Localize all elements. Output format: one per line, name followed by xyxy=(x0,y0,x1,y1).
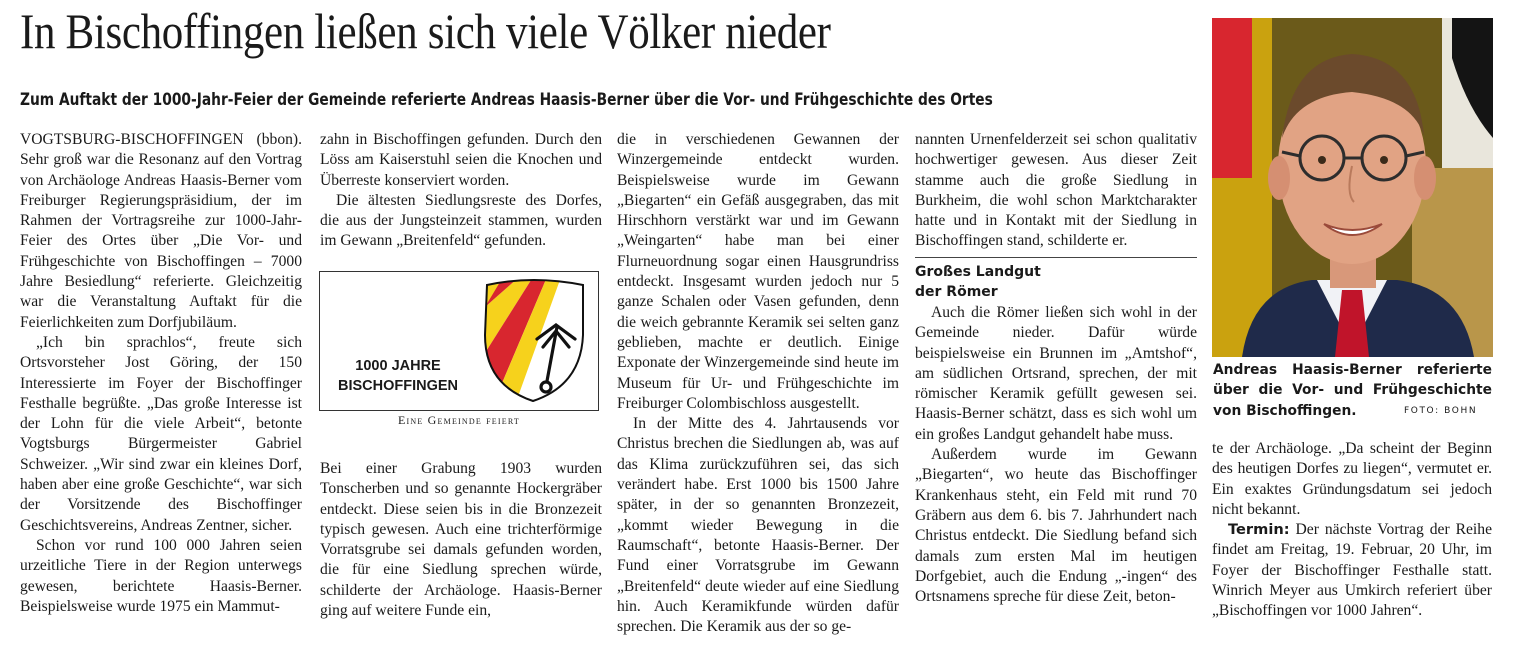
event-text: Der nächste Vortrag der Reihe findet am Freitag, 19. Februar, 20 Uhr, im Foyer der Bischoffinger Festhalle statt. Winrich Meyer aus Umkirch referiert über „Bischoffingen vor 1000 Jahren“. xyxy=(1212,521,1492,620)
article-column-2-continued xyxy=(320,459,602,621)
logo-line-1: 1000 JAHRE xyxy=(355,358,441,374)
event-label: Termin: xyxy=(1228,521,1290,539)
article-column-2 xyxy=(320,130,602,252)
paragraph: nannten Urnenfelderzeit sei schon qualitativ hochwertiger gewesen. Aus dieser Zeit stamme auch die große Siedlung in Burkheim, die wohl schon Marktcharakter hatte und in Kontakt mit der Siedlung in Bischoffingen stand, schilderte er. xyxy=(915,131,1197,250)
subheading-line-1: Großes Landgut xyxy=(915,264,1041,280)
article-column-4 xyxy=(915,130,1197,252)
section-divider xyxy=(915,257,1197,258)
paragraph: te der Archäologe. „Da scheint der Beginn des heutigen Dorfes zu liegen“, vermutet er. Ein exaktes Gründungsdatum sei jedoch nicht bekannt. xyxy=(1212,440,1492,518)
article-column-1 xyxy=(20,130,302,617)
paragraph: Bei einer Grabung 1903 wurden Tonscherben und so genannte Hockergräber entdeckt. Diese seien bis in die Bronzezeit typisch gewesen. Auch eine trichterförmige Vorratsgrube sei damals gefunden worden, die für eine Siedlung sprechen würde, schilderte der Archäologe. Haasis-Berner ging auf weitere Funde ein, xyxy=(320,460,602,620)
logo-tagline: Eine Gemeinde feiert xyxy=(398,413,520,427)
article-column-3 xyxy=(617,130,899,637)
headline: In Bischoffingen ließen sich viele Völker nieder xyxy=(20,3,831,59)
logo-line-2: BISCHOFFINGEN xyxy=(337,378,459,394)
logo-text xyxy=(328,356,468,396)
subheading-line-2: der Römer xyxy=(915,284,998,300)
paragraph: zahn in Bischoffingen gefunden. Durch den Löss am Kaiserstuhl seien die Knochen und Überreste konserviert worden. xyxy=(320,131,602,189)
anniversary-logo xyxy=(319,271,599,411)
photo-credit: FOTO: BOHN xyxy=(1404,406,1478,416)
paragraph: Schon vor rund 100 000 Jahren seien urzeitliche Tiere in der Region unterwegs gewesen, berichtete Haasis-Berner. Beispielsweise wurde 1975 ein Mammut- xyxy=(20,536,302,615)
subheadline: Zum Auftakt der 1000-Jahr-Feier der Gemeinde referierte Andreas Haasis-Berner über die Vor- und Frühgeschichte des Ortes xyxy=(20,90,993,109)
paragraph: In der Mitte des 4. Jahrtausends vor Christus brechen die Siedlungen ab, was auf das Klima zurückzuführen sei, das sich verändert habe. Erst 1000 bis 1500 Jahre später, in der so genannten Bronzezeit, „kommt wieder Bewegung in die Raumschaft“, betonte Haasis-Berner. Der Fund einer Vorratsgrube im Gewann „Breitenfeld“ deute wieder auf eine Siedlung hin. Auch Keramikfunde würden dafür sprechen. Die Keramik aus der so ge- xyxy=(617,415,899,636)
portrait-image xyxy=(1212,18,1493,357)
portrait-photo xyxy=(1212,18,1493,357)
section-subheading xyxy=(915,262,1197,302)
paragraph: „Ich bin sprachlos“, freute sich Ortsvorsteher Jost Göring, der 150 Interessierte im Foyer der Bischoffinger Festhalle begrüßte. „Das große Interesse ist der Lohn für die viele Arbeit“, betonte Vogtsburgs Bürgermeister Gabriel Schweizer. „Wir sind zwar ein kleines Dorf, haben aber eine große Geschichte“, war sich der Vorsitzende des Bischoffinger Geschichtsvereins, Andreas Zentner, sicher. xyxy=(20,333,302,534)
paragraph: die in verschiedenen Gewannen der Winzergemeinde entdeckt wurden. Beispielsweise wurde im Gewann „Biegarten“ ein Gefäß ausgegraben, das mit Hirschhorn verstärkt war und im Gewann „Weingarten“ habe man bei einer Flurneuordnung sogar einen Hausgrundriss entdeckt. Insgesamt wurden jedoch nur 5 ganze Schalen oder Vasen gefunden, denn die weich gebrannte Keramik sei selten ganz geblieben, machte er deutlich. Einige Exponate der Winzergemeinde sind heute im Museum für Ur- und Frühgeschichte im Freiburger Colombischloss ausgestellt. xyxy=(617,131,899,412)
article-column-4-continued xyxy=(915,303,1197,607)
event-notice xyxy=(1212,520,1492,621)
article-column-5 xyxy=(1212,439,1492,622)
photo-caption: Andreas Haasis-Berner referierte über die Vor- und Frühgeschichte von Bischoffingen. xyxy=(1213,362,1492,419)
paragraph: Außerdem wurde im Gewann „Biegarten“, wo heute das Bischoffinger Krankenhaus steht, ein Feld mit rund 70 Gräbern aus dem 6. bis 7. Jahrhundert nach Christus entdeckt. Die Siedlung befand sich damals zum ersten Mal im heutigen Dorfgebiet, auch die Endung „-ingen“ des Ortsnamens spreche für diese Zeit, beton- xyxy=(915,446,1197,606)
paragraph: Auch die Römer ließen sich wohl in der Gemeinde nieder. Dafür würde beispielsweise ein Brunnen im „Amtshof“, am südlichen Ortsrand, sprechen, der mit römischer Keramik gefüllt gewesen sei. Haasis-Berner schätzt, dass es sich wohl um ein großes Landgut gehandelt habe muss. xyxy=(915,304,1197,443)
paragraph: VOGTSBURG-BISCHOFFINGEN (bbon). Sehr groß war die Resonanz auf den Vortrag von Archäologe Andreas Haasis-Berner vom Freiburger Regierungspräsidium, der im Rahmen der Vortragsreihe zur 1000-Jahr-Feier des Ortes über „Die Vor- und Frühgeschichte von Bischoffingen – 7000 Jahre Besiedlung“ referierte. Gleichzeitig war die Veranstaltung Auftakt für die Feierlichkeiten zum Dorfjubiläum. xyxy=(20,131,302,331)
paragraph: Die ältesten Siedlungsreste des Dorfes, die aus der Jungsteinzeit stammen, wurden im Gewann „Breitenfeld“ gefunden. xyxy=(320,191,602,250)
coat-of-arms-icon xyxy=(463,277,595,405)
